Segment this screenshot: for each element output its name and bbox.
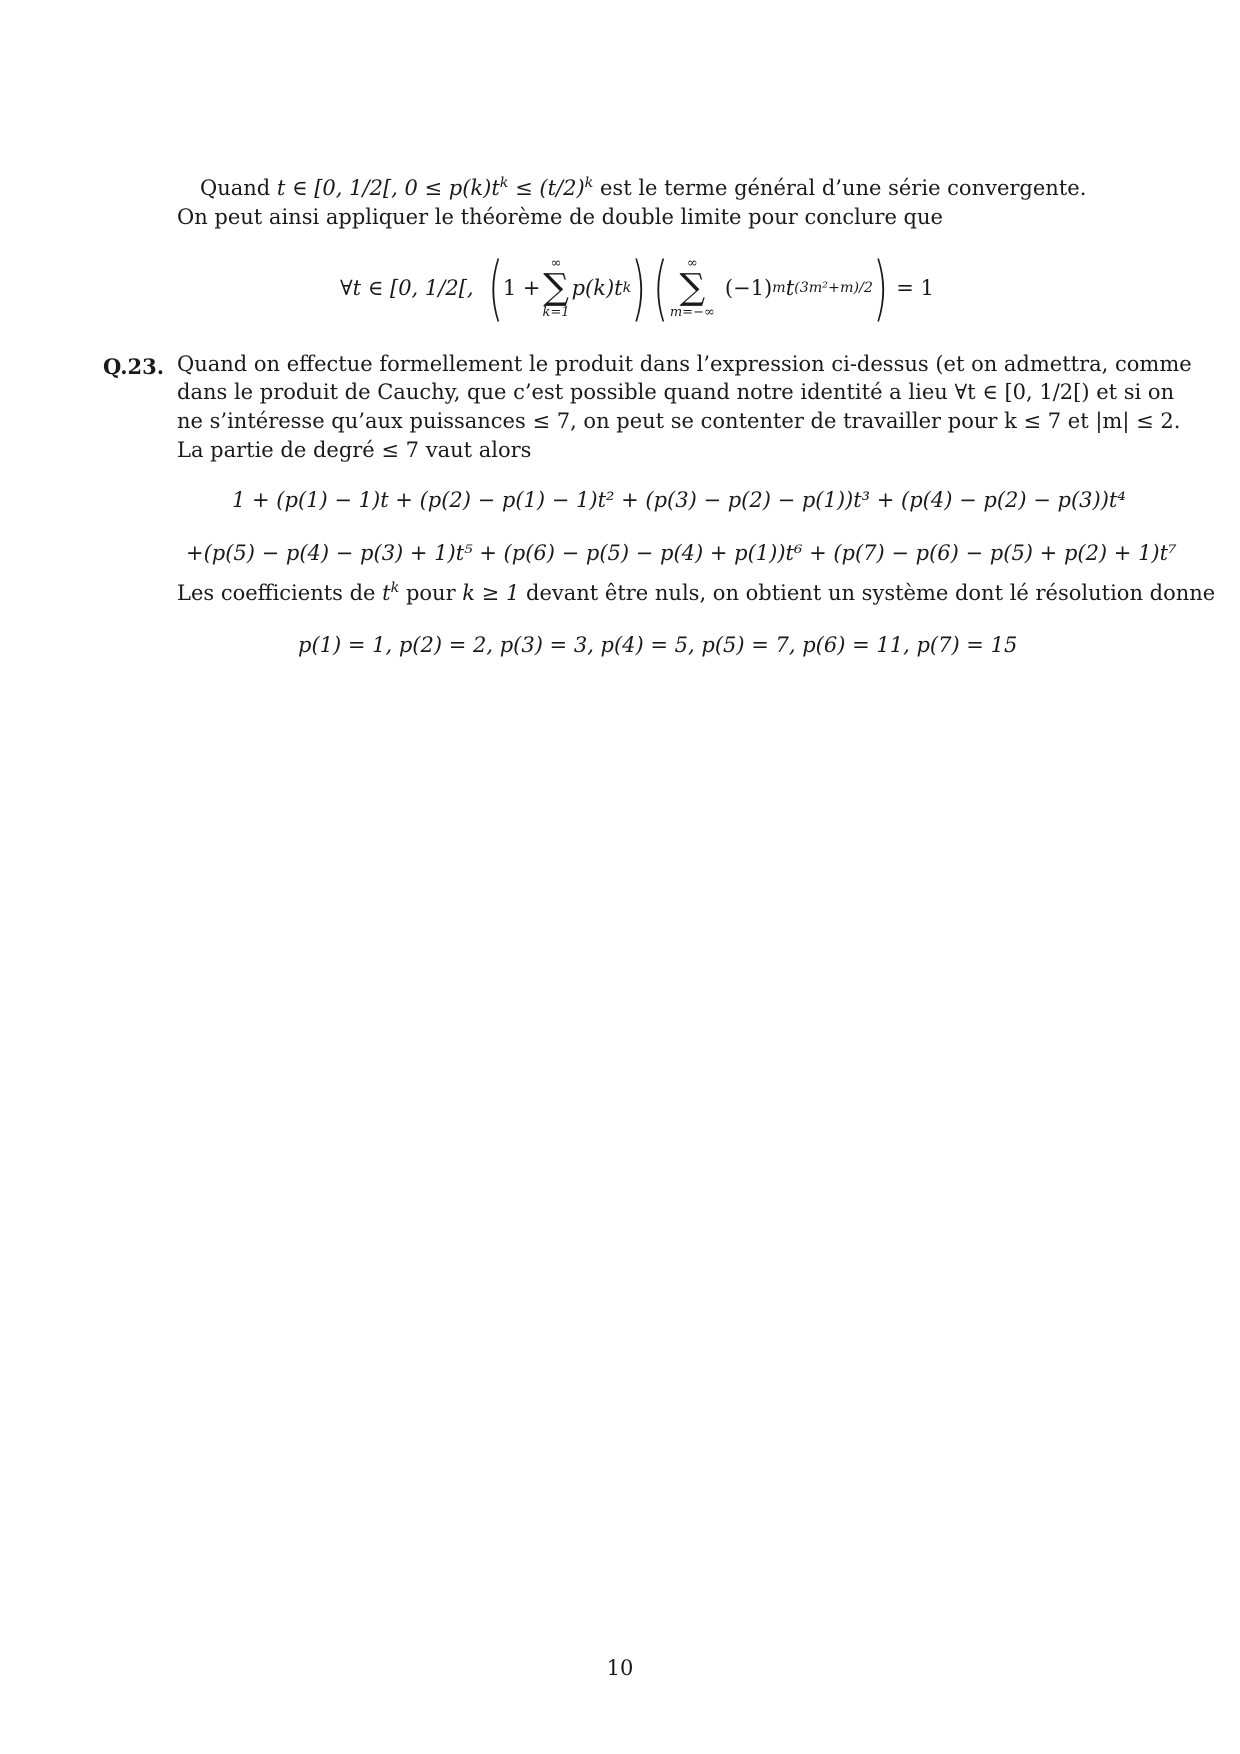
question-line-3 [177, 411, 1180, 432]
intro-sup-a: k [499, 175, 509, 192]
expansion-text-2: +(p(5) − p(4) − p(3) + 1)t⁵ + (p(6) − p(5) − p(4) + p(1))t⁶ + (p(7) − p(6) − p(5) + p(2) + 1)t⁷ [186, 541, 1177, 565]
question-line-1 [177, 352, 1192, 376]
conclusion-e: devant être nuls, on obtient un système dont lé résolution donne [519, 581, 1216, 605]
sum-2 [670, 257, 715, 319]
question-label: Q.23. [103, 354, 165, 379]
question-text-1: Quand on effectue formellement le produit dans l’expression ci-dessus (et on admettra, comme [177, 352, 1192, 376]
equation-rhs: = 1 [896, 275, 934, 300]
intro-math-a: t ∈ [0, 1/2[, 0 ≤ p(k)t [276, 176, 500, 200]
right-paren-2: ) [873, 247, 889, 329]
left-paren-1: ( [487, 247, 503, 329]
intro-sup-b: k [584, 175, 594, 192]
intro-line-2 [177, 207, 943, 228]
result-line [298, 635, 1017, 656]
intro-text-a: Quand [200, 176, 277, 200]
equation-one-plus: 1 + [502, 275, 541, 300]
conclusion-a: Les coefficients de [177, 581, 383, 605]
sigma-2: ∑ [679, 267, 706, 308]
conclusion-d: k ≥ 1 [462, 581, 520, 605]
sum-1-top: ∞ [550, 256, 562, 271]
sum-2-top: ∞ [686, 256, 698, 271]
conclusion-c: pour [399, 581, 463, 605]
intro-text-2: On peut ainsi appliquer le théorème de double limite pour conclure que [177, 205, 943, 229]
right-paren-1: ) [631, 247, 647, 329]
intro-text-d: est le terme général d’une série convergente. [593, 176, 1087, 200]
question-text-3: ne s’intéresse qu’aux puissances ≤ 7, on peut se contenter de travailler pour k ≤ 7 et |m| ≤ 2. [177, 409, 1181, 433]
intro-line-1 [200, 175, 1087, 200]
expansion-text-1: 1 + (p(1) − 1)t + (p(2) − p(1) − 1)t² + (p(3) − p(2) − p(1))t³ + (p(4) − p(2) − p(3))t⁴ [232, 488, 1126, 512]
sum-1-term: p(k)t [571, 275, 623, 300]
question-text-2: dans le produit de Cauchy, que c’est possible quand notre identité a lieu ∀t ∈ [0, 1/2[) et si on [177, 380, 1175, 404]
sum-1-bottom: k=1 [542, 305, 570, 320]
sum-2-term: (−1) [724, 275, 773, 300]
question-text-4: La partie de degré ≤ 7 vaut alors [177, 438, 532, 462]
equation-main: ∀t ∈ [0, 1/2[, ( 1 + ∞ ∑ k=1 p(k)t k ) ( ∞ ∑ m=−∞ (−1) m t (3m²+m)/2 ) = 1 [340, 247, 934, 329]
sum-2-bottom: m=−∞ [669, 305, 715, 320]
expansion-line-2 [186, 543, 1177, 564]
intro-math-b: ≤ (t/2) [508, 176, 585, 200]
sum-1 [543, 257, 570, 319]
result-text: p(1) = 1, p(2) = 2, p(3) = 3, p(4) = 5, p(5) = 7, p(6) = 11, p(7) = 15 [298, 633, 1018, 657]
conclusion-b: t [382, 581, 391, 605]
left-paren-2: ( [652, 247, 668, 329]
conclusion-line [177, 580, 1216, 605]
question-line-2 [177, 382, 1174, 403]
expansion-line-1 [232, 490, 1126, 511]
sigma-1: ∑ [543, 267, 569, 308]
page-number: 10 [606, 1656, 634, 1680]
conclusion-b-sup: k [390, 580, 400, 597]
sum-2-t: t [785, 275, 795, 300]
question-line-4 [177, 440, 531, 461]
equation-lead: ∀t ∈ [0, 1/2[, [340, 275, 474, 300]
